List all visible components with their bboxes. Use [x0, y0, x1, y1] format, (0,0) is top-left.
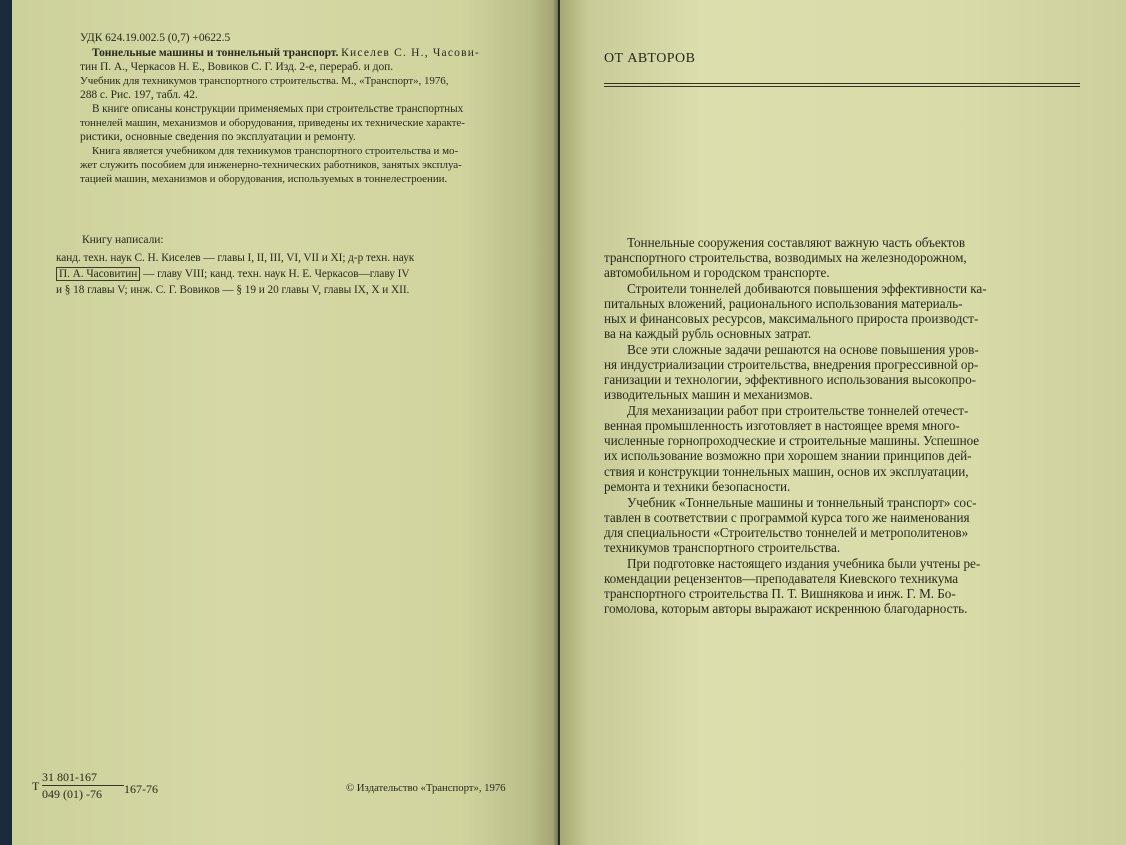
abstract-line-2: тоннелей машин, механизмов и оборудования, приведены их технические характе- — [80, 117, 465, 129]
abstract-line-3: ристики, основные сведения по эксплуатации и ремонту. — [80, 131, 356, 143]
preface-line-2: транспортного строительства, возводимых на железнодорожном, — [604, 250, 967, 265]
preface-line-20: для специальности «Строительство тоннелей и метрополитенов» — [604, 525, 969, 540]
preface-line-12: Для механизации работ при строительстве тоннелей отечест- — [627, 403, 969, 418]
preface-line-25: гомолова, которым авторы выражают искреннюю благодарность. — [604, 601, 968, 616]
preface-line-21: техникумов транспортного строительства. — [604, 540, 841, 555]
book-title: Тоннельные машины и тоннельный транспорт. — [92, 47, 339, 59]
authors-line-2 — [56, 268, 409, 282]
preface-line-4: Строители тоннелей добиваются повышения эффективности ка- — [627, 281, 987, 296]
preface-line-14: численные горнопроходческие и строительные машины. Успешное — [604, 433, 980, 448]
right-page — [560, 0, 1126, 845]
preface-line-22: При подготовке настоящего издания учебника были учтены ре- — [627, 556, 981, 571]
heading-rule-bottom — [604, 86, 1080, 87]
authors-heading: Книгу написали: — [82, 234, 164, 246]
preface-line-9: ня индустриализации строительства, внедрения прогрессивной ор- — [604, 357, 979, 372]
index-suffix: 167-76 — [124, 782, 158, 796]
preface-line-19: тавлен в соответствии с программой курса того же наименования — [604, 510, 970, 525]
preface-line-18: Учебник «Тоннельные машины и тоннельный транспорт» сос- — [627, 495, 977, 510]
preface-line-15: их использование возможно при хорошем знании принципов дей- — [604, 448, 972, 463]
bibliographic-authors: Киселев С. Н., Часови- — [341, 47, 481, 59]
preface-line-7: ва на каждый рубль основных затрат. — [604, 326, 812, 341]
bibliographic-line-1 — [92, 47, 480, 61]
preface-line-3: автомобильном и городском транспорте. — [604, 265, 830, 280]
preface-heading: ОТ АВТОРОВ — [604, 51, 696, 66]
copyright-line: © Издательство «Транспорт», 1976 — [346, 782, 506, 794]
preface-line-10: ганизации и технологии, эффективного использования высокопро- — [604, 372, 976, 387]
authors-line-3: и § 18 главы V; инж. С. Г. Вовиков — § 19 и 20 главы V, главы IX, X и XII. — [56, 284, 410, 296]
abstract-line-4: Книга является учебником для техникумов транспортного строительства и мо- — [92, 145, 459, 157]
preface-line-6: ных и финансовых ресурсов, максимального прироста производст- — [604, 311, 979, 326]
bibliographic-line-3: Учебник для техникумов транспортного строительства. М., «Транспорт», 1976, — [80, 75, 449, 87]
left-page — [12, 0, 558, 845]
index-numerator: 31 801-167 — [42, 770, 97, 784]
authors-line-1: канд. техн. наук С. Н. Киселев — главы I, II, III, VI, VII и XI; д-р техн. наук — [56, 252, 415, 264]
heading-rule-top — [604, 83, 1080, 84]
abstract-line-1: В книге описаны конструкции применяемых при строительстве транспортных — [92, 103, 464, 115]
authors-line-2-rest: — главу VIII; канд. техн. наук Н. Е. Черкасов—главу IV — [140, 268, 410, 280]
bibliographic-line-4: 288 с. Рис. 197, табл. 42. — [80, 89, 198, 101]
abstract-line-6: тацией машин, механизмов и оборудования, используемых в тоннелестроении. — [80, 173, 448, 185]
preface-line-23: комендации рецензентов—преподавателя Киевского техникума — [604, 571, 959, 586]
index-prefix: Т — [32, 779, 40, 793]
index-fraction-line — [42, 785, 124, 786]
preface-line-11: изводительных машин и механизмов. — [604, 387, 813, 402]
udk-code: УДК 624.19.002.5 (0,7) +0622.5 — [80, 32, 231, 44]
preface-line-8: Все эти сложные задачи решаются на основе повышения уров- — [627, 342, 979, 357]
preface-line-16: ствия и конструкции тоннельных машин, основ их эксплуатации, — [604, 464, 969, 479]
preface-line-1: Тоннельные сооружения составляют важную часть объектов — [627, 235, 966, 250]
bibliographic-line-2: тин П. А., Черкасов Н. Е., Вовиков С. Г. Изд. 2-е, перераб. и доп. — [80, 61, 394, 73]
abstract-line-5: жет служить пособием для инженерно-технических работников, занятых эксплуа- — [80, 159, 462, 171]
preface-line-24: транспортного строительства П. Т. Вишнякова и инж. Г. М. Бо- — [604, 586, 956, 601]
preface-line-17: ремонта и техники безопасности. — [604, 479, 791, 494]
highlighted-author-name: П. А. Часовитин — [56, 267, 140, 281]
index-denominator: 049 (01) -76 — [42, 787, 102, 801]
preface-line-5: питальных вложений, рационального использования материаль- — [604, 296, 963, 311]
preface-line-13: венная промышленность изготовляет в настоящее время много- — [604, 418, 960, 433]
